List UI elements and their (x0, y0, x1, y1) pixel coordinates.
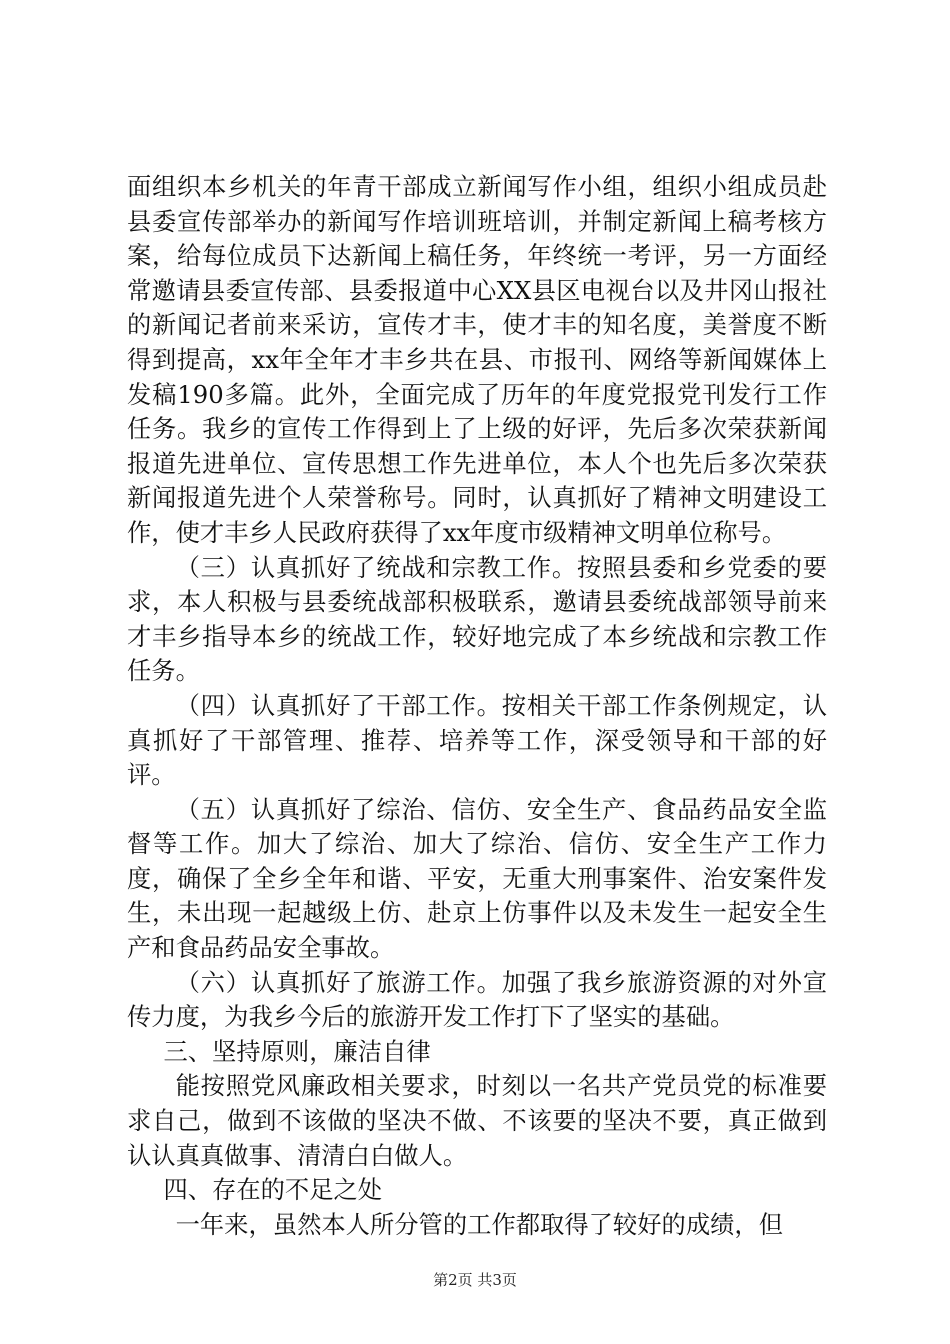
page-footer: 第2页 共3页 (433, 1271, 517, 1289)
paragraph-united-front-work: （三）认真抓好了统战和宗教工作。按照县委和乡党委的要求，本人积极与县委统战部积极联系，邀请县委统战部领导前来才丰乡指导本乡的统战工作，较好地完成了本乡统战和宗教工作任务。 (127, 552, 827, 686)
paragraph-cadre-work: （四）认真抓好了干部工作。按相关干部工作条例规定，认真抓好了干部管理、推荐、培养等工作，深受领导和干部的好评。 (127, 690, 827, 790)
paragraph-integrity: 能按照党风廉政相关要求，时刻以一名共产党员党的标准要求自己，做到不该做的坚决不做、不该要的坚决不要，真正做到认认真真做事、清清白白做人。 (127, 1071, 827, 1170)
document-body (127, 170, 827, 1242)
paragraph-tourism-work: （六）认真抓好了旅游工作。加强了我乡旅游资源的对外宣传力度，为我乡今后的旅游开发工作打下了坚实的基础。 (127, 967, 827, 1032)
paragraph-shortcomings: 一年来，虽然本人所分管的工作都取得了较好的成绩，但 (175, 1209, 784, 1239)
paragraph-safety-work: （五）认真抓好了综治、信仿、安全生产、食品药品安全监督等工作。加大了综治、加大了综治、信仿、安全生产工作力度，确保了全乡全年和谐、平安，无重大刑事案件、治安案件发生，未出现一起越级上仿、赴京上仿事件以及未发生一起安全生产和食品药品安全事故。 (127, 794, 827, 963)
section-heading-shortcomings: 四、存在的不足之处 (163, 1175, 383, 1205)
section-heading-integrity: 三、坚持原则，廉洁自律 (163, 1036, 431, 1066)
paragraph-publicity-work: 面组织本乡机关的年青干部成立新闻写作小组，组织小组成员赴县委宣传部举办的新闻写作培训班培训，并制定新闻上稿考核方案，给每位成员下达新闻上稿任务，年终统一考评，另一方面经常邀请县委宣传部、县委报道中心XX县区电视台以及井冈山报社的新闻记者前来采访，宣传才丰，使才丰的知名度，美誉度不断得到提高，xx年全年才丰乡共在县、市报刊、网络等新闻媒体上发稿190多篇。此外，全面完成了历年的年度党报党刊发行工作任务。我乡的宣传工作得到上了上级的好评，先后多次荣获新闻报道先进单位、宣传思想工作先进单位，本人个也先后多次荣获新闻报道先进个人荣誉称号。同时，认真抓好了精神文明建设工作，使才丰乡人民政府获得了xx年度市级精神文明单位称号。 (127, 172, 827, 547)
